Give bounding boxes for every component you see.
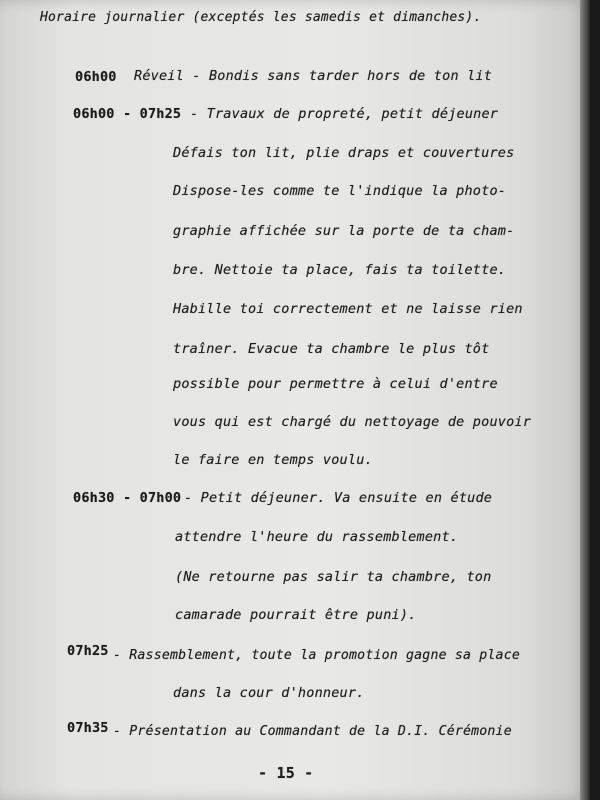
schedule-heading: Horaire journalier (exceptés les samedis et dimanches). (40, 10, 482, 25)
entry-0600-0725-line-5: bre. Nettoie ta place, fais ta toilette. (173, 262, 507, 278)
entry-0600-0725-line-7: traîner. Evacue ta chambre le plus tôt (173, 341, 490, 357)
time-0735: 07h35 (67, 720, 109, 736)
entry-0630-0700-line-1: - Petit déjeuner. Va ensuite en étude (184, 490, 493, 506)
entry-0725-line-2: dans la cour d'honneur. (173, 685, 365, 701)
time-0600-0725: 06h00 - 07h25 (73, 106, 182, 122)
entry-0630-0700-line-2: attendre l'heure du rassemblement. (175, 529, 459, 545)
entry-0600-0725-line-10: le faire en temps voulu. (173, 452, 373, 468)
entry-0600-0725-line-1: - Travaux de propreté, petit déjeuner (190, 106, 499, 122)
entry-0600-0725-line-8: possible pour permettre à celui d'entre (173, 376, 498, 392)
time-0725: 07h25 (67, 643, 109, 659)
time-0630-0700: 06h30 - 07h00 (73, 490, 182, 506)
page-number: - 15 - (258, 764, 314, 782)
entry-0630-0700-line-4: camarade pourrait être puni). (175, 607, 417, 623)
entry-0600-0725-line-3: Dispose-les comme te l'indique la photo- (173, 183, 507, 199)
entry-0735-line-1: - Présentation au Commandant de la D.I. Cérémonie (113, 724, 512, 739)
entry-0725-line-1: - Rassemblement, toute la promotion gagne sa place (113, 648, 520, 663)
entry-0600-0725-line-9: vous qui est chargé du nettoyage de pouvoir (173, 414, 532, 430)
entry-0600-0725-line-2: Défais ton lit, plie draps et couvertures (173, 145, 515, 161)
entry-0600-0725-line-4: graphie affichée sur la porte de ta cham- (173, 223, 515, 239)
page-edge-shadow (580, 0, 590, 800)
entry-0600-0725-line-6: Habille toi correctement et ne laisse rien (173, 301, 523, 317)
entry-0630-0700-line-3: (Ne retourne pas salir ta chambre, ton (175, 569, 492, 585)
entry-0600-line-1: Réveil - Bondis sans tarder hors de ton lit (134, 68, 493, 84)
time-0600: 06h00 (75, 69, 117, 85)
